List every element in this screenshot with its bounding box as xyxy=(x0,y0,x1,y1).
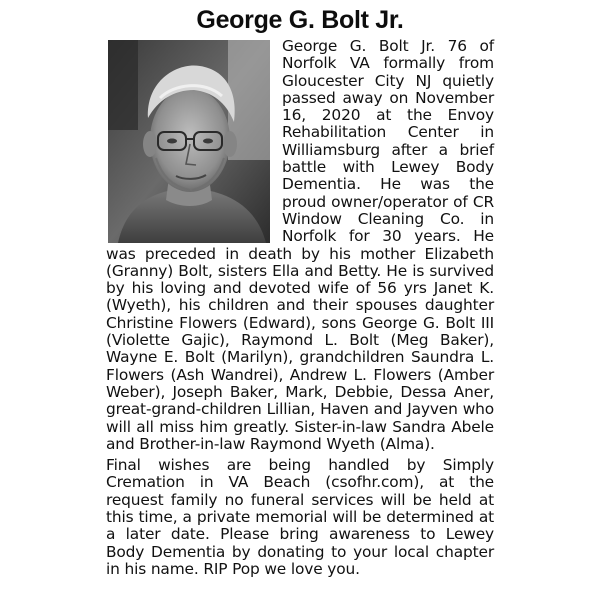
obituary-title: George G. Bolt Jr. xyxy=(196,6,404,34)
obituary-body xyxy=(106,38,494,578)
obituary-paragraph-1: George G. Bolt Jr. 76 of Norfolk VA formally from Gloucester City NJ quietly passed away on November 16, 2020 at the Envoy Rehabilitation Center in Williamsburg after a brief battle with Lewey Body Dementia. He was the proud owner/operator of CR Window Cleaning Co. in Norfolk for 30 years. He was preceded in death by his mother Elizabeth (Granny) Bolt, sisters Ella and Betty. He is survived by his loving and devoted wife of 56 yrs Janet K. (Wyeth), his children and their spouses daughter Christine Flowers (Edward), sons George G. Bolt III (Violette Gajic), Raymond L. Bolt (Meg Baker), Wayne E. Bolt (Marilyn), grandchildren Saundra L. Flowers (Ash Wandrei), Andrew L. Flowers (Amber Weber), Joseph Baker, Mark, Debbie, Dessa Aner, great-grand-children Lillian, Haven and Jayven who will all miss him greatly. Sister-in-law Sandra Abele and Brother-in-law Raymond Wyeth (Alma). xyxy=(106,37,494,453)
portrait-photo xyxy=(108,40,270,243)
portrait-image xyxy=(108,40,270,243)
obituary-paragraph-2: Final wishes are being handled by Simply Cremation in VA Beach (csofhr.com), at the request family no funeral services will be held at this time, a private memorial will be determined at a later date. Please bring awareness to Lewey Body Dementia by donating to your local chapter in his name. RIP Pop we love you. xyxy=(106,456,494,578)
